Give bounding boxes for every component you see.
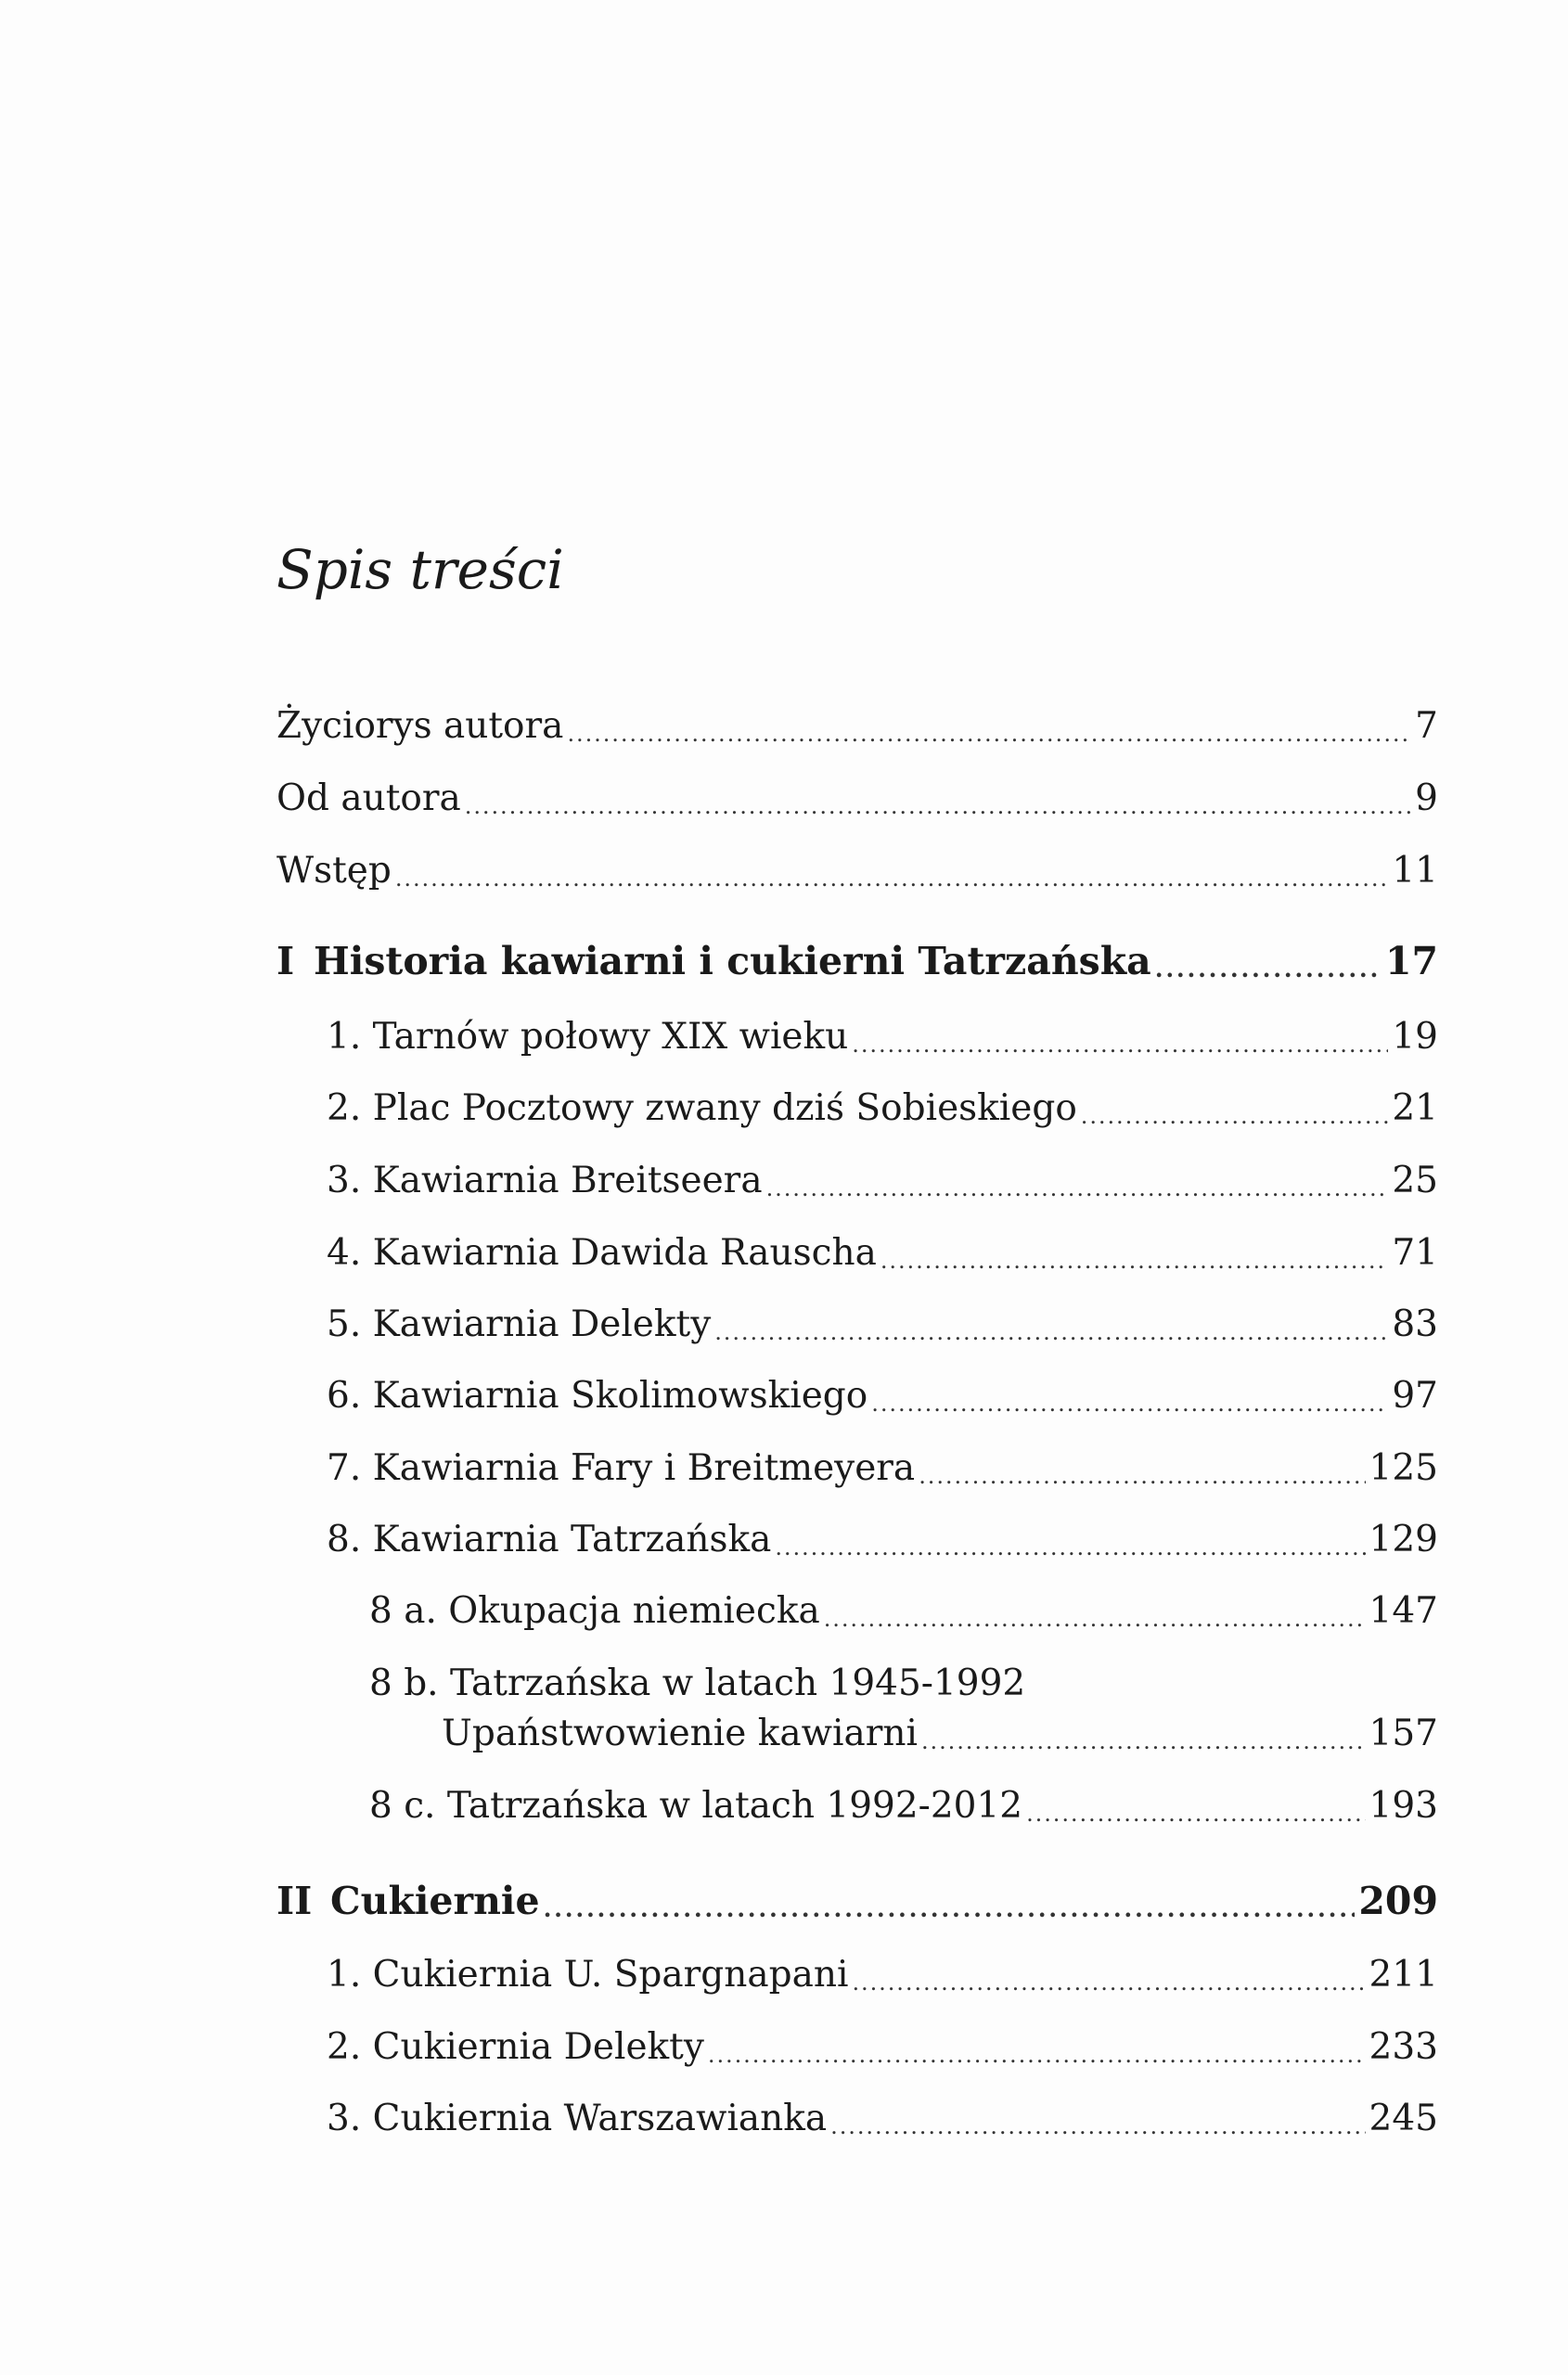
toc-entry-label: Wstęp bbox=[276, 850, 392, 892]
dot-leader bbox=[714, 1303, 1388, 1347]
toc-entry-wstep bbox=[276, 850, 1438, 893]
toc-entry-chapter-8a bbox=[369, 1590, 1438, 1634]
toc-part-number: II bbox=[276, 1879, 313, 1923]
dot-leader bbox=[919, 1447, 1365, 1491]
toc-entry-chapter-8c bbox=[369, 1785, 1438, 1829]
toc-entry-page: 129 bbox=[1369, 1519, 1438, 1560]
toc-entry-chapter-6 bbox=[327, 1375, 1438, 1419]
toc-entry-label: 8. Kawiarnia Tatrzańska bbox=[327, 1519, 772, 1560]
toc-entry-label: 2. Plac Pocztowy zwany dziś Sobieskiego bbox=[327, 1087, 1077, 1129]
toc-entry-label: 8 c. Tatrzańska w latach 1992-2012 bbox=[369, 1785, 1023, 1827]
toc-entry-label: 7. Kawiarnia Fary i Breitmeyera bbox=[327, 1447, 916, 1489]
toc-entry-chapter-8b-line1: 8 b. Tatrzańska w latach 1945-1992 bbox=[369, 1662, 1026, 1704]
dot-leader bbox=[766, 1160, 1389, 1203]
toc-entry-label: 1. Tarnów połowy XIX wieku bbox=[327, 1016, 849, 1058]
toc-entry-page: 25 bbox=[1392, 1160, 1438, 1201]
toc-entry-page: 97 bbox=[1392, 1375, 1438, 1417]
dot-leader bbox=[880, 1232, 1389, 1276]
toc-entry-od-autora bbox=[276, 777, 1438, 821]
dot-leader bbox=[395, 850, 1389, 893]
dot-leader bbox=[544, 1879, 1356, 1924]
toc-entry-chapter-7 bbox=[327, 1447, 1438, 1491]
toc-entry-label: 8 a. Okupacja niemiecka bbox=[369, 1590, 820, 1632]
toc-entry-page: 147 bbox=[1369, 1590, 1438, 1632]
toc-entry-page: 211 bbox=[1369, 1954, 1438, 1996]
toc-part-number: I bbox=[276, 939, 295, 983]
toc-entry-page: 209 bbox=[1358, 1879, 1438, 1923]
toc-entry-chapter-4 bbox=[327, 1232, 1438, 1276]
toc-entry-label: 1. Cukiernia U. Spargnapani bbox=[327, 1954, 849, 1996]
toc-entry-page: 21 bbox=[1392, 1087, 1438, 1129]
toc-entry-label: Życiorys autora bbox=[276, 705, 564, 747]
dot-leader bbox=[1026, 1785, 1365, 1829]
toc-entry-page: 17 bbox=[1384, 939, 1438, 983]
toc-entry-zyciorys bbox=[276, 705, 1438, 749]
toc-part-2 bbox=[276, 1879, 1438, 1924]
toc-entry-chapter-8b bbox=[442, 1713, 1438, 1756]
toc-entry-chapter-8 bbox=[327, 1519, 1438, 1562]
toc-entry-chapter-1 bbox=[327, 1016, 1438, 1059]
dot-leader bbox=[824, 1590, 1366, 1634]
dot-leader bbox=[830, 2098, 1365, 2141]
toc-entry-page: 7 bbox=[1415, 705, 1438, 747]
toc-entry-label: 5. Kawiarnia Delekty bbox=[327, 1303, 712, 1345]
dot-leader bbox=[775, 1519, 1365, 1562]
toc-title: Spis treści bbox=[276, 538, 564, 601]
dot-leader bbox=[1081, 1087, 1389, 1131]
toc-entry-label: Od autora bbox=[276, 777, 461, 819]
toc-entry-page: 11 bbox=[1392, 850, 1438, 892]
dot-leader bbox=[1155, 939, 1382, 984]
toc-entry-cukiernia-1 bbox=[327, 1954, 1438, 1997]
dot-leader bbox=[852, 1954, 1365, 1997]
toc-entry-page: 125 bbox=[1369, 1447, 1438, 1489]
toc-entry-label: Upaństwowienie kawiarni bbox=[442, 1713, 918, 1754]
dot-leader bbox=[871, 1375, 1388, 1419]
dot-leader bbox=[708, 2026, 1366, 2070]
toc-entry-label: Cukiernie bbox=[330, 1879, 540, 1923]
toc-entry-label: 4. Kawiarnia Dawida Rauscha bbox=[327, 1232, 877, 1274]
toc-entry-page: 233 bbox=[1369, 2026, 1438, 2068]
dot-leader bbox=[465, 777, 1411, 821]
toc-entry-page: 83 bbox=[1392, 1303, 1438, 1345]
toc-entry-page: 193 bbox=[1369, 1785, 1438, 1827]
toc-part-1 bbox=[276, 939, 1438, 984]
toc-entry-label: 2. Cukiernia Delekty bbox=[327, 2026, 704, 2068]
toc-entry-label: 3. Cukiernia Warszawianka bbox=[327, 2098, 828, 2139]
toc-entry-label: Historia kawiarni i cukierni Tatrzańska bbox=[314, 939, 1151, 983]
toc-entry-page: 19 bbox=[1392, 1016, 1438, 1058]
toc-entry-chapter-2 bbox=[327, 1087, 1438, 1131]
toc-entry-page: 245 bbox=[1369, 2098, 1438, 2139]
dot-leader bbox=[921, 1713, 1366, 1756]
toc-entry-label: 6. Kawiarnia Skolimowskiego bbox=[327, 1375, 868, 1417]
toc-entry-label: 3. Kawiarnia Breitseera bbox=[327, 1160, 763, 1201]
dot-leader bbox=[567, 705, 1411, 749]
toc-entry-chapter-5 bbox=[327, 1303, 1438, 1347]
dot-leader bbox=[852, 1016, 1388, 1059]
toc-entry-page: 71 bbox=[1392, 1232, 1438, 1274]
toc-entry-chapter-3 bbox=[327, 1160, 1438, 1203]
toc-entry-page: 9 bbox=[1415, 777, 1438, 819]
toc-entry-page: 157 bbox=[1369, 1713, 1438, 1754]
toc-entry-cukiernia-3 bbox=[327, 2098, 1438, 2141]
toc-entry-cukiernia-2 bbox=[327, 2026, 1438, 2070]
